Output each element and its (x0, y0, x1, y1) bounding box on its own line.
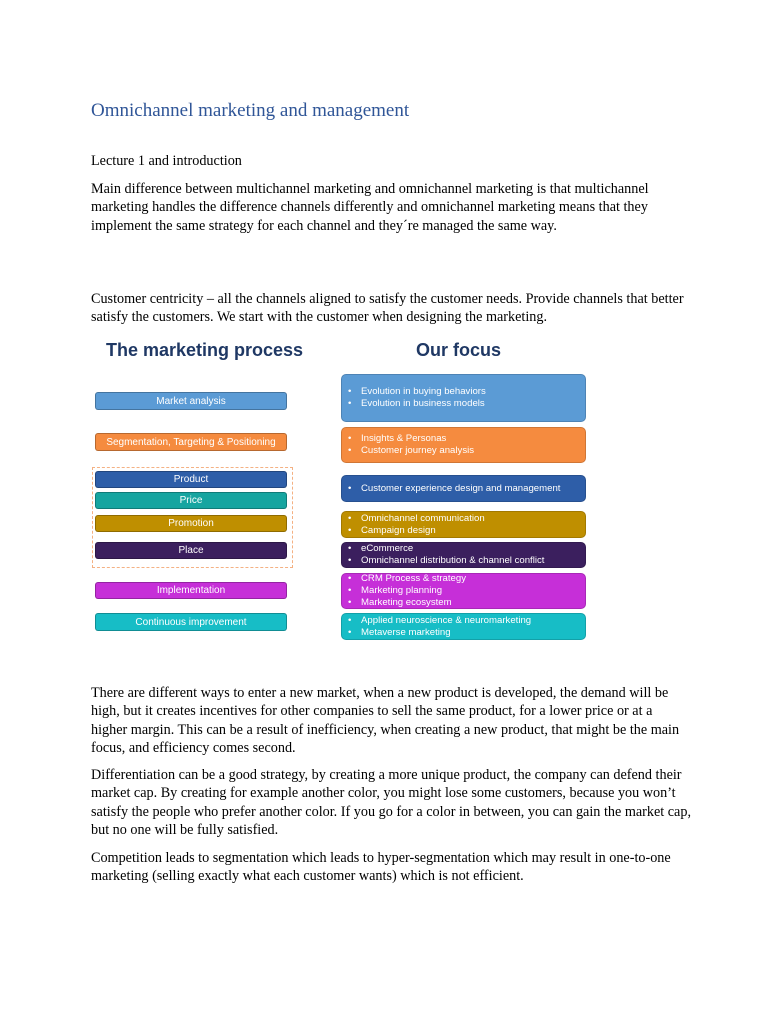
focus-box (341, 573, 586, 609)
focus-box (341, 374, 586, 422)
figure-left-heading: The marketing process (106, 340, 304, 360)
process-step: Product (95, 471, 287, 488)
process-step: Place (95, 542, 287, 559)
paragraph-multichannel: Main difference between multichannel marketing and omnichannel marketing is that multichannel marketing handles the difference channels differently and omnichannel marketing means that they implement the same strategy for each channel and they´re managed the same way. (91, 181, 649, 234)
paragraph-customer-centricity: Customer centricity – all the channels aligned to satisfy the customer needs. Provide channels that better satisfy the customers. We start with the customer when designing the marketing. (91, 291, 684, 326)
focus-box (341, 475, 586, 502)
focus-item: • eCommerce (348, 543, 585, 555)
marketing-process-figure (91, 334, 591, 642)
process-step: Promotion (95, 515, 287, 532)
focus-item: • Campaign design (348, 525, 585, 537)
focus-item: • CRM Process & strategy (348, 573, 585, 585)
focus-item: • Omnichannel communication (348, 513, 585, 525)
figure-right-heading: Our focus (416, 340, 502, 360)
process-step: Continuous improvement (95, 613, 287, 631)
focus-item: • Omnichannel distribution & channel conflict (348, 555, 585, 567)
process-step: Price (95, 492, 287, 509)
focus-box (341, 613, 586, 640)
paragraph-differentiation: Differentiation can be a good strategy, by creating a more unique product, the company can defend their market cap. By creating for example another color, you might lose some customers, because you won’t satisfy the people who prefer another color. If you go for a color in between, you can gain the market cap, but no one will be fully satisfied. (91, 767, 691, 838)
focus-item: • Customer experience design and management (348, 483, 585, 495)
process-step: Segmentation, Targeting & Positioning (95, 433, 287, 451)
focus-item: • Marketing planning (348, 585, 585, 597)
focus-box (341, 542, 586, 568)
page-title: Omnichannel marketing and management (91, 100, 410, 121)
lecture-heading: Lecture 1 and introduction (91, 153, 242, 169)
paragraph-competition: Competition leads to segmentation which leads to hyper-segmentation which may result in one-to-one marketing (selling exactly what each customer wants) which is not efficient. (91, 850, 671, 885)
paragraph-new-market: There are different ways to enter a new market, when a new product is developed, the demand will be high, but it creates incentives for other companies to sell the same product, for a lower price or at a higher margin. This can be a result of inefficiency, when creating a new product, that might be the main focus, and efficiency comes second. (91, 685, 680, 756)
process-step: Implementation (95, 582, 287, 599)
focus-item: • Marketing ecosystem (348, 597, 585, 609)
focus-item: • Evolution in buying behaviors (348, 386, 585, 398)
focus-item: • Insights & Personas (348, 433, 585, 445)
focus-item: • Applied neuroscience & neuromarketing (348, 615, 585, 627)
focus-item: • Customer journey analysis (348, 445, 585, 457)
focus-item: • Metaverse marketing (348, 627, 585, 639)
focus-box (341, 427, 586, 463)
process-step: Market analysis (95, 392, 287, 410)
focus-box (341, 511, 586, 538)
focus-item: • Evolution in business models (348, 398, 585, 410)
